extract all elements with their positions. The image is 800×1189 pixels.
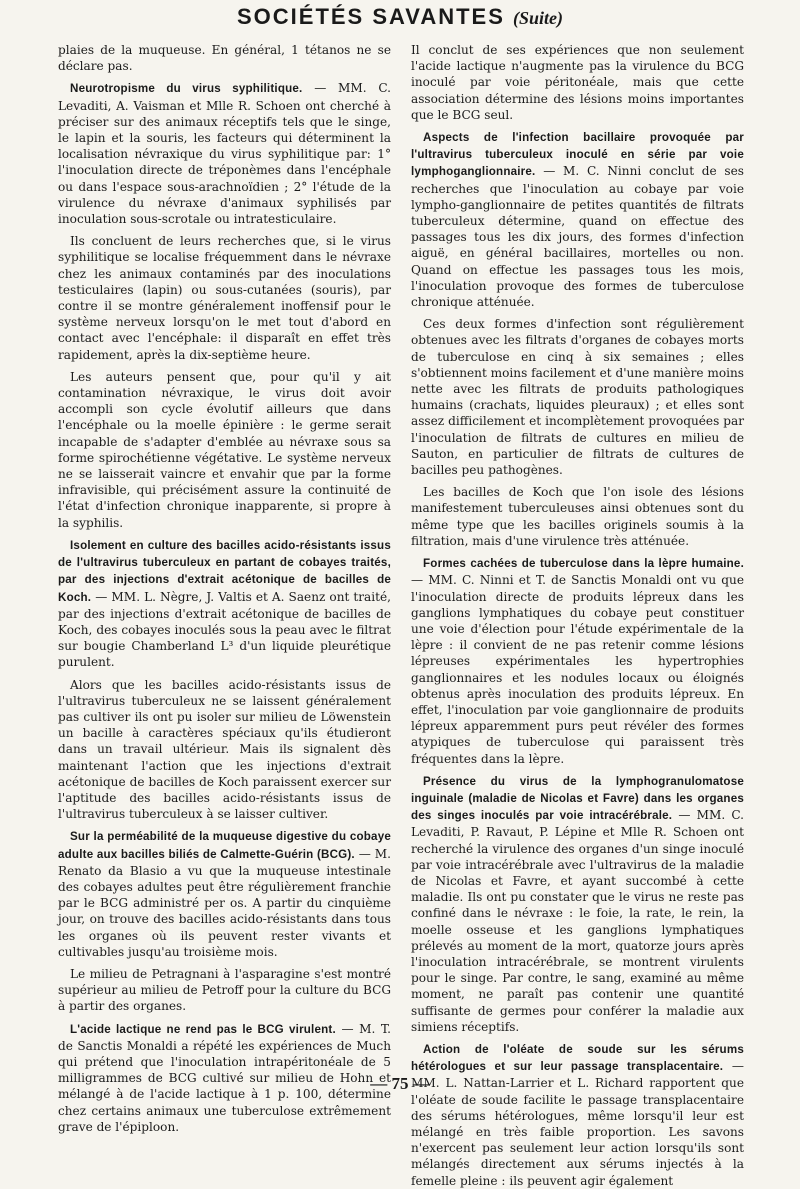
article-paragraph: [58, 828, 391, 960]
paragraph-text: Le milieu de Petragnani à l'asparagine s'est montré supérieur au milieu de Petroff pour la culture du BCG à partir des organes.: [58, 966, 391, 1014]
body-paragraph: [411, 316, 744, 478]
paragraph-text: Ces deux formes d'infection sont régulièrement obtenues avec les filtrats d'organes de cobayes morts de tuberculose en cinq à six semaines ; elles s'obtiennent moins facilement et d'une manière moins nette avec les filtrats de produits pathologiques humains (crachats, liquides pleuraux) ; et elles sont assez difficilement et incomplètement provoquées par l'inoculation de filtrats de cultures en milieu de Sauton, en particulier de filtrats de cultures de bacilles peu pathogènes.: [411, 317, 744, 478]
article-heading: Sur la perméabilité de la muqueuse digestive du cobaye adulte aux bacilles biliés de Calmette-Guérin (BCG).: [58, 830, 391, 861]
running-header: [0, 4, 800, 30]
body-paragraph: [58, 677, 391, 823]
body-paragraph: [58, 42, 391, 74]
paragraph-text: — M. Renato da Blasio a vu que la muqueuse intestinale des cobayes adultes peut être régulièrement franchie par le BCG administré per os. A partir du cinquième jour, on trouve des bacilles acido-résistants dans tous les organes où ils peuvent rester vivants et cultivables jusqu'au troisième mois.: [58, 846, 392, 959]
article-heading: Présence du virus de la lymphogranulomatose inguinale (maladie de Nicolas et Favre) dans les organes des singes inoculés par voie intracérébrale.: [411, 774, 744, 823]
header-title: SOCIÉTÉS SAVANTES: [236, 4, 505, 29]
paragraph-text: Ils concluent de leurs recherches que, si le virus syphilitique se localise fréquemment dans le névraxe chez les animaux contaminés par des inoculations testiculaires (lapin) ou sous-cutanées (souris), par contre il se montre généralement inoffensif pour le système nerveux lorsqu'on le met tout d'abord en contact avec l'encéphale: il disparaît en effet très rapidement, après la dix-septième heure.: [58, 234, 391, 362]
paragraph-text: plaies de la muqueuse. En général, 1 tétanos ne se déclare pas.: [58, 43, 391, 74]
article-heading: Aspects de l'infection bacillaire provoquée par l'ultravirus tuberculeux inoculé en série par voie lymphoganglionnaire.: [411, 131, 744, 179]
article-paragraph: [411, 773, 744, 1035]
paragraph-text: — MM. L. Nattan-Larrier et L. Richard rapportent que l'oléate de soude facilite le passage transplacentaire des sérums hétérologues, même lorsqu'il leur est mélangé en très faible proportion. Les savons n'exercent pas seulement leur action lorsqu'ils sont mélangés directement aux sérums injectés à la femelle pleine : ils peuvent agir également: [411, 1059, 744, 1188]
article-paragraph: [411, 555, 744, 767]
body-paragraph: [58, 369, 391, 531]
article-paragraph: [58, 537, 391, 671]
paragraph-text: Il conclut de ses expériences que non seulement l'acide lactique n'augmente pas la virulence du BCG inoculé par voie péritonéale, mais que cette association détermine des lésions moins importantes que le BCG seul.: [411, 43, 744, 122]
right-column: [411, 42, 744, 1188]
body-paragraph: [58, 233, 391, 363]
header-suite: (Suite): [513, 8, 564, 28]
paragraph-text: — MM. L. Nègre, J. Valtis et A. Saenz ont traité, par des injections d'extrait acétonique de bacilles de Koch, des cobayes inoculés sous la peau avec le filtrat sur bougie Chamberland L³ d'un liquide pleurétique purulent.: [58, 589, 391, 670]
article-paragraph: [58, 80, 391, 227]
body-paragraph: [411, 484, 744, 549]
article-heading: L'acide lactique ne rend pas le BCG virulent.: [70, 1022, 336, 1036]
paragraph-text: Alors que les bacilles acido-résistants issus de l'ultravirus tuberculeux ne se laissent généralement pas cultiver ils ont pu isoler sur milieu de Löwenstein un bacille à caractères spéciaux qu'ils étudieront dans un travail ultérieur. Mais ils signalent dès maintenant l'action que les injections d'extrait acétonique de bacilles de Koch paraissent exercer sur l'aptitude des bacilles acido-résistants issus de l'ultravirus tuberculeux à se laisser cultiver.: [58, 677, 391, 822]
body-paragraph: [58, 966, 391, 1015]
article-heading: Neurotropisme du virus syphilitique.: [70, 82, 303, 96]
article-heading: Isolement en culture des bacilles acido-résistants issus de l'ultravirus tuberculeux en partant de cobayes traités, par des injections d'extrait acétonique de bacilles de Koch.: [58, 538, 391, 604]
paragraph-text: — MM. C. Levaditi, P. Ravaut, P. Lépine et Mlle R. Schoen ont recherché la virulence des organes d'un singe inoculé par voie intracérébrale avec l'ultravirus de la maladie de Nicolas et Favre, et ayant succombé à cette maladie. Ils ont pu constater que le virus ne reste pas confiné dans le névraxe : le foie, la rate, le rein, la moelle osseuse et les ganglions lymphatiques prélevés au moment de la mort, quatorze jours après l'inoculation intracérébrale, se montrent virulents pour le singe. Par contre, le sang, examiné au même moment, ne paraît pas contenir une quantité suffisante de germes pour conférer la maladie aux simiens réceptifs.: [411, 808, 744, 1034]
paragraph-text: Les auteurs pensent que, pour qu'il y ait contamination névraxique, le virus doit avoir accompli son cycle évolutif ailleurs que dans l'encéphale ou la moelle épinière : le germe serait incapable de s'adapter d'emblée au névraxe sous sa forme spirochétienne végétative. Le système nerveux ne se laisserait vaincre et envahir que par la forme infravisible, qui précisément assure la continuité de l'état d'infection chronique inapparente, si propre à la syphilis.: [58, 369, 391, 530]
body-paragraph: [411, 42, 744, 123]
article-heading: Formes cachées de tuberculose dans la lèpre humaine.: [423, 557, 744, 571]
article-paragraph: [411, 1041, 744, 1189]
article-paragraph: [411, 129, 744, 310]
page-number: — 75 —: [370, 1074, 430, 1093]
paragraph-text: — MM. C. Ninni et T. de Sanctis Monaldi ont vu que l'inoculation directe de produits lépreux dans les ganglions lymphatiques du cobaye peut constituer une voie d'élection pour l'étude expérimentale de la lèpre : il convient de ne pas retenir comme lésions lépreuses expérimentales les hypertrophies ganglionnaires et les nodules locaux ou éloignés obtenus après inoculation des produits lépreux. En effet, l'inoculation par voie ganglionnaire de produits lépreux apparemment purs peut révéler des formes atypiques de tuberculose qui paraissent très fréquentes dans la lèpre.: [411, 573, 744, 766]
paragraph-text: — MM. C. Levaditi, A. Vaisman et Mlle R. Schoen ont cherché à préciser sur des animaux réceptifs tels que le singe, le lapin et la souris, les facteurs qui déterminent la localisation névraxique du virus syphilitique par: 1° l'inoculation directe de tréponèmes dans l'encéphale ou dans l'espace sous-arachnoïdien ; 2° l'étude de la virulence du névraxe d'animaux syphilisés par inoculation sous-scrotale ou intratesticulaire.: [58, 81, 391, 227]
paragraph-text: — M. T. de Sanctis Monaldi a répété les expériences de Much qui prétend que l'inoculation intrapéritonéale de 5 milligrammes de BCG cultivé sur milieu de Hohn et mélangé à de l'acide lactique à 1 p. 100, détermine chez certains animaux une tuberculose extrêmement grave de l'épiploon.: [58, 1021, 391, 1134]
left-column: [58, 42, 392, 1134]
article-heading: Action de l'oléate de soude sur les sérums hétérologues et sur leur passage transplacentaire.: [411, 1042, 744, 1074]
paragraph-text: Les bacilles de Koch que l'on isole des lésions manifestement tuberculeuses ainsi obtenues sont du même type que les bacilles originels soumis à la filtration, mais d'une virulence très atténuée.: [411, 485, 744, 548]
paragraph-text: — M. C. Ninni conclut de ses recherches que l'inoculation au cobaye par voie lympho-ganglionnaire de petites quantités de filtrats tuberculeux détermine, quand on effectue des passages tous les dix jours, des formes d'infection aiguë, en général bacillaires, mortelles ou non. Quand on effectue les passages tous les mois, l'inoculation provoque des formes de tuberculose chronique atténuée.: [411, 164, 744, 310]
